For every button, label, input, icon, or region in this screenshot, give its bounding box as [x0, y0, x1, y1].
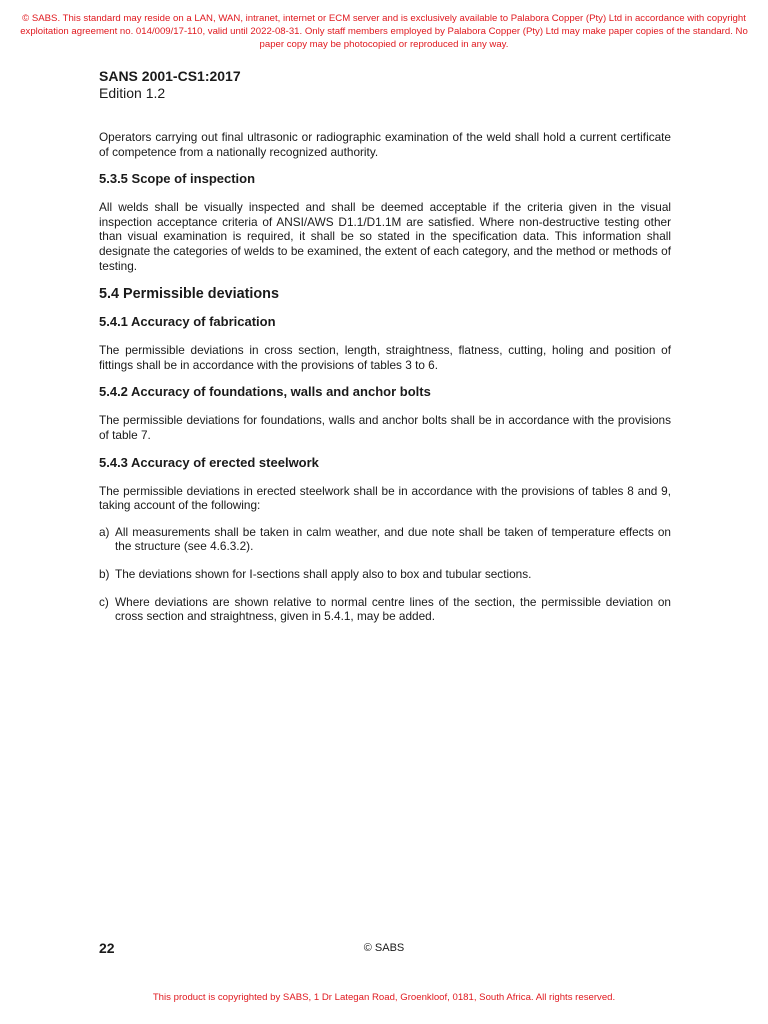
heading-5-4-3: 5.4.3 Accuracy of erected steelwork [99, 454, 319, 470]
list-item-b [99, 567, 671, 582]
list-marker: b) [99, 566, 110, 581]
list-item-text: All measurements shall be taken in calm weather, and due note shall be taken of temperature effects on the structure (see 4.6.3.2). [115, 524, 671, 554]
copyright-notice-bottom: This product is copyrighted by SABS, 1 Dr Lategan Road, Groenkloof, 0181, South Africa. All rights reserved. [152, 992, 616, 1003]
edition-label: Edition 1.2 [99, 85, 166, 101]
list-item-a [99, 525, 671, 554]
heading-5-4-2: 5.4.2 Accuracy of foundations, walls and anchor bolts [99, 384, 431, 400]
heading-5-3-5: 5.3.5 Scope of inspection [99, 171, 256, 187]
page-number: 22 [99, 940, 115, 956]
list-marker: c) [99, 594, 109, 609]
document-body [99, 130, 671, 637]
paragraph-accuracy-of-fabrication: The permissible deviations in cross section, length, straightness, flatness, cutting, holing and position of fittings shall be in accordance with the provisions of tables 3 to 6. [99, 343, 671, 372]
document-header [99, 68, 241, 102]
heading-5-4-1: 5.4.1 Accuracy of fabrication [99, 314, 276, 330]
footer-copyright: © SABS [363, 942, 405, 954]
paragraph-scope-of-inspection: All welds shall be visually inspected and shall be deemed acceptable if the criteria given in the visual inspection acceptance criteria of ANSI/AWS D1.1/D1.1M are satisfied. Where non-destructive testing other than visual examination is required, it shall be so stated in the specification data. This information shall designate the categories of welds to be examined, the extent of each category, and the method or methods of testing. [99, 200, 671, 273]
list-item-text: Where deviations are shown relative to normal centre lines of the section, the permissible deviation on cross section and straightness, given in 5.4.1, may be added. [115, 594, 671, 624]
paragraph-operators: Operators carrying out final ultrasonic or radiographic examination of the weld shall hold a current certificate of competence from a nationally recognized authority. [99, 130, 671, 159]
list-item-c [99, 595, 671, 624]
copyright-notice-top: © SABS. This standard may reside on a LAN, WAN, intranet, internet or ECM server and is exclusively available to Palabora Copper (Pty) Ltd in accordance with copyright exploitation agreement no. 014/009/17-110, valid until 2022-08-31. Only staff members employed by Palabora Copper (Pty) Ltd may make paper copies of the standard. No paper copy may be photocopied or reproduced in any way. [20, 13, 748, 50]
heading-5-4: 5.4 Permissible deviations [99, 286, 279, 303]
list-marker: a) [99, 524, 110, 539]
list-item-text: The deviations shown for I-sections shall apply also to box and tubular sections. [115, 566, 532, 581]
paragraph-foundations-walls-anchor-bolts: The permissible deviations for foundations, walls and anchor bolts shall be in accordance with the provisions of table 7. [99, 413, 671, 442]
document-id: SANS 2001-CS1:2017 [99, 68, 241, 84]
paragraph-erected-steelwork: The permissible deviations in erected steelwork shall be in accordance with the provisions of tables 8 and 9, taking account of the following: [99, 483, 671, 513]
